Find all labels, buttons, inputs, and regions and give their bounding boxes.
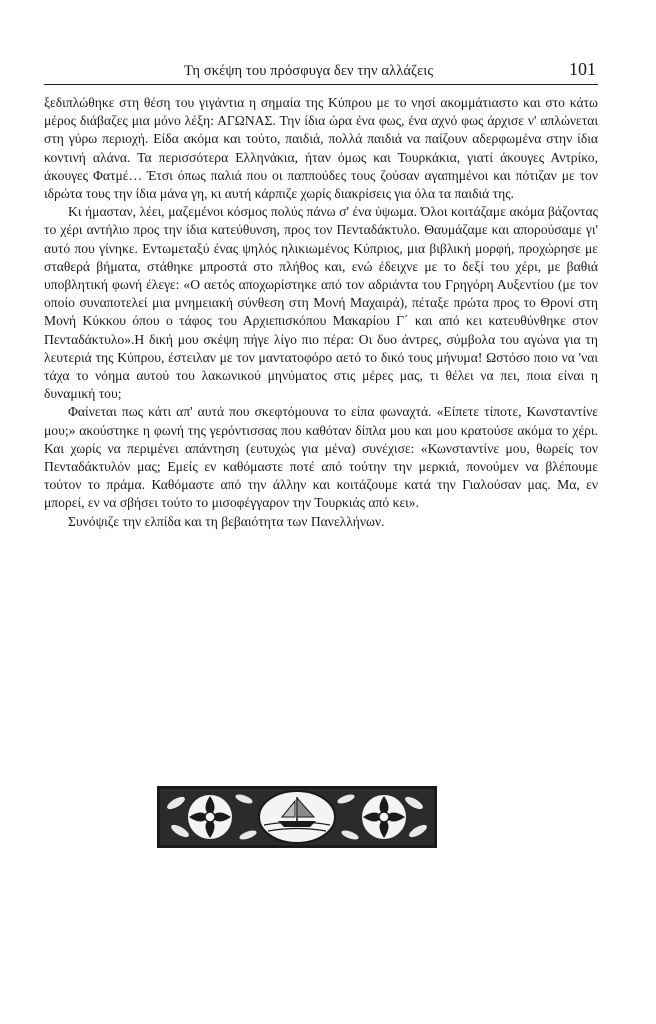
page-number: 101	[569, 59, 596, 79]
paragraph: Συνόψιζε την ελπίδα και τη βεβαιότητα των Πανελλήνων.	[68, 513, 385, 529]
running-title: Τη σκέψη του πρόσφυγα δεν την αλλάζεις	[184, 63, 434, 79]
floral-ship-vignette-icon	[156, 783, 438, 851]
paragraph: Κι ήμασταν, λέει, μαζεμένοι κόσμος πολύς πάνω σ' ένα ύψωμα. Όλοι κοιτάζαμε ακόμα βάζοντας το χέρι αντήλιο προς την ίδια κατεύθυνση, προς τον Πενταδάκτυλο. Θαυμάζαμε και απορούσαμε γι' αυτό που γίνηκε. Εντωμεταξύ ένας ψηλός ηλικιωμένος Κύπριος, μια βιβλική μορφή, προχώρησε με σταθερά βήματα, στάθηκε μπροστά στο πλήθος και, ενώ έδειχνε με το δεξί του χέρι, με βαθιά υποβλητική φωνή έλεγε: «Ο αετός αποχωρίστηκε από τον αδριάντα του Γρηγόρη Αυξεντίου (με τον οποίο συναποτελεί μια μνημειακή σύνθεση στη Μονή Μαχαιρά), πέταξε πρώτα προς το Θρονί στη Μονή Κύκκου όπου ο τάφος του Αρχιεπισκόπου Μακαρίου Γ΄ και από κει κατευθύνθηκε στον Πενταδάκτυλο».Η δική μου σκέψη πήγε λίγο πιο πέρα: Οι δυο άντρες, σύμβολα του αγώνα για τη λευτεριά της Κύπρου, έστειλαν με τον μαντατοφόρο αετό το δικό τους μήνυμα! Ωστόσο ποιο να 'ναι τάχα το νόημα αυτού του λακωνικού μηνύματος στις μέρες μας, τι θέλει να πει, ποια είναι η δυναμική του;	[44, 204, 598, 402]
paragraph-continued: ξεδιπλώθηκε στη θέση του γιγάντια η σημαία της Κύπρου με το νησί ακομμάτιαστο και στο κάτω μέρος διάβαζες μια μόνο λέξη: ΑΓΩΝΑΣ. Την ίδια ώρα ένα φως, ένα αχνό φως άρχισε ν' απλώνεται στη γύρω περιοχή. Είδα ακόμα και τούτο, παιδιά, πολλά παιδιά να παίζουν αδερφωμένα στην ίδια κοντινή αλάνα. Τα περισσότερα Ελληνάκια, ήταν όμως και Τουρκάκια, γιατί άκουγες Αντρίκο, άκουγες Φατμέ… Έτσι όπως παλιά που οι παππούδες τους ζούσαν αγαπημένοι και πότιζαν με τον ιδρώτα τους την ίδια μάνα γη, κι αυτή κάρπιζε χωρίς διακρίσεις για όλα τα παιδιά της.	[44, 95, 598, 202]
book-page	[44, 60, 598, 531]
paragraph: Φαίνεται πως κάτι απ' αυτά που σκεφτόμουνα το είπα φωναχτά. «Είπετε τίποτε, Κωνσταντίνε μου;» ακούστηκε η φωνή της γερόντισσας που καθόταν δίπλα μου και μου κρατούσε ακόμα το χέρι. Και χωρίς να περιμένει απάντηση (ευτυχώς για μένα) συνέχισε: «Κωνσταντίνε μου, θωρείς τον Πενταδάκτυλόν μας; Εμείς εν καθόμαστε ποτέ από τούτην την μερκιά, πονούμεν να βλέπουμε τούτον το πράμα. Καθόμαστε από την άλλην και κοιτάζουμε κατά την Γιαλούσαν μας. Μα, εν μπορεί, εν να σβήσει τούτο το μισοφέγγαρον την Τουρκιάς από κει».	[44, 404, 598, 511]
running-header	[44, 60, 598, 85]
body-text	[44, 94, 598, 531]
